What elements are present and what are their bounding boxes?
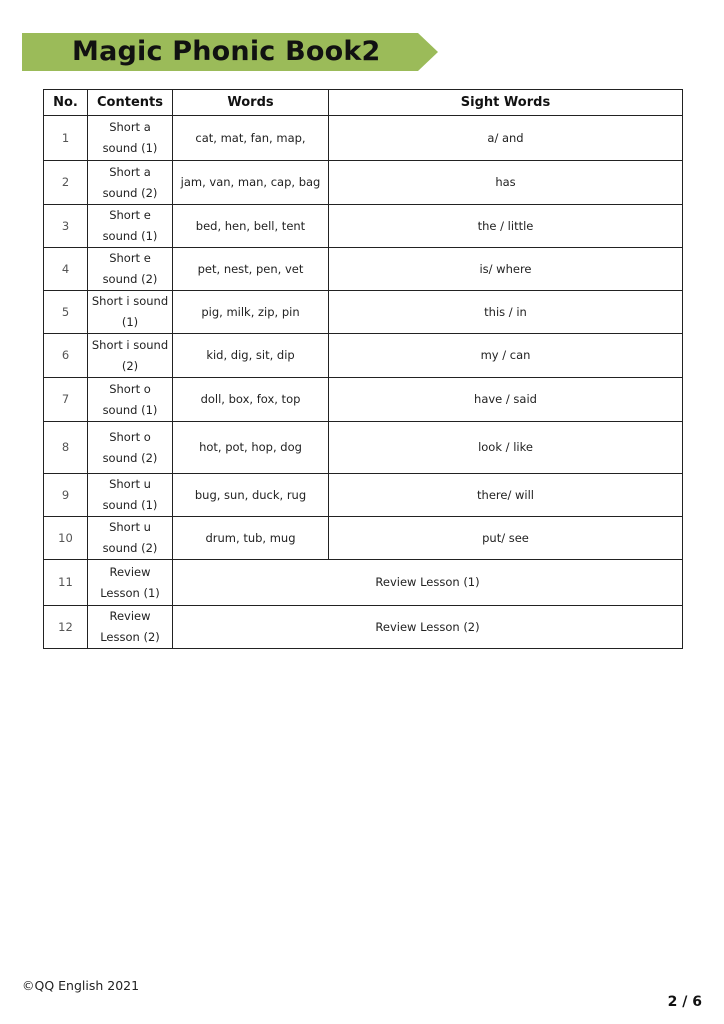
table-header-row (44, 90, 683, 116)
cell-no: 5 (44, 291, 88, 334)
cell-words: bug, sun, duck, rug (173, 474, 329, 517)
cell-no: 2 (44, 161, 88, 205)
table-row (44, 116, 683, 161)
cell-no: 10 (44, 517, 88, 560)
table-row (44, 378, 683, 422)
cell-sight: has (329, 161, 683, 205)
cell-words: kid, dig, sit, dip (173, 334, 329, 378)
cell-contents: Short o sound (1) (88, 378, 173, 422)
page-number: 2 / 6 (667, 994, 702, 1010)
table-row (44, 248, 683, 291)
column-header-words: Words (173, 90, 329, 116)
cell-words: pig, milk, zip, pin (173, 291, 329, 334)
cell-sight: is/ where (329, 248, 683, 291)
table-row (44, 291, 683, 334)
cell-words: bed, hen, bell, tent (173, 205, 329, 248)
table-row (44, 161, 683, 205)
column-header-no: No. (44, 90, 88, 116)
table-row-review (44, 560, 683, 606)
cell-contents: Short o sound (2) (88, 422, 173, 474)
cell-contents: Short u sound (2) (88, 517, 173, 560)
cell-words: doll, box, fox, top (173, 378, 329, 422)
table-row (44, 517, 683, 560)
page-title: Magic Phonic Book2 (72, 36, 381, 67)
cell-no: 3 (44, 205, 88, 248)
cell-words: drum, tub, mug (173, 517, 329, 560)
cell-contents: Short e sound (2) (88, 248, 173, 291)
cell-review-merged: Review Lesson (2) (173, 606, 683, 649)
cell-words: jam, van, man, cap, bag (173, 161, 329, 205)
cell-contents: Short a sound (2) (88, 161, 173, 205)
cell-sight: there/ will (329, 474, 683, 517)
cell-sight: the / little (329, 205, 683, 248)
cell-no: 11 (44, 560, 88, 606)
table-row (44, 205, 683, 248)
column-header-sight-words: Sight Words (329, 90, 683, 116)
cell-contents: Short e sound (1) (88, 205, 173, 248)
cell-words: pet, nest, pen, vet (173, 248, 329, 291)
cell-sight: look / like (329, 422, 683, 474)
cell-no: 9 (44, 474, 88, 517)
cell-review-merged: Review Lesson (1) (173, 560, 683, 606)
cell-contents: Review Lesson (2) (88, 606, 173, 649)
cell-no: 6 (44, 334, 88, 378)
cell-contents: Short i sound (2) (88, 334, 173, 378)
cell-no: 7 (44, 378, 88, 422)
cell-no: 12 (44, 606, 88, 649)
cell-words: cat, mat, fan, map, (173, 116, 329, 161)
cell-no: 1 (44, 116, 88, 161)
cell-sight: put/ see (329, 517, 683, 560)
cell-contents: Review Lesson (1) (88, 560, 173, 606)
table-row-review (44, 606, 683, 649)
column-header-contents: Contents (88, 90, 173, 116)
cell-contents: Short i sound (1) (88, 291, 173, 334)
cell-words: hot, pot, hop, dog (173, 422, 329, 474)
cell-sight: a/ and (329, 116, 683, 161)
cell-sight: have / said (329, 378, 683, 422)
cell-sight: my / can (329, 334, 683, 378)
cell-sight: this / in (329, 291, 683, 334)
copyright-text: ©QQ English 2021 (22, 978, 140, 993)
cell-no: 4 (44, 248, 88, 291)
table-row (44, 334, 683, 378)
table-row (44, 422, 683, 474)
cell-contents: Short u sound (1) (88, 474, 173, 517)
cell-no: 8 (44, 422, 88, 474)
cell-contents: Short a sound (1) (88, 116, 173, 161)
table-row (44, 474, 683, 517)
lesson-table (43, 89, 683, 649)
title-banner (22, 33, 438, 71)
